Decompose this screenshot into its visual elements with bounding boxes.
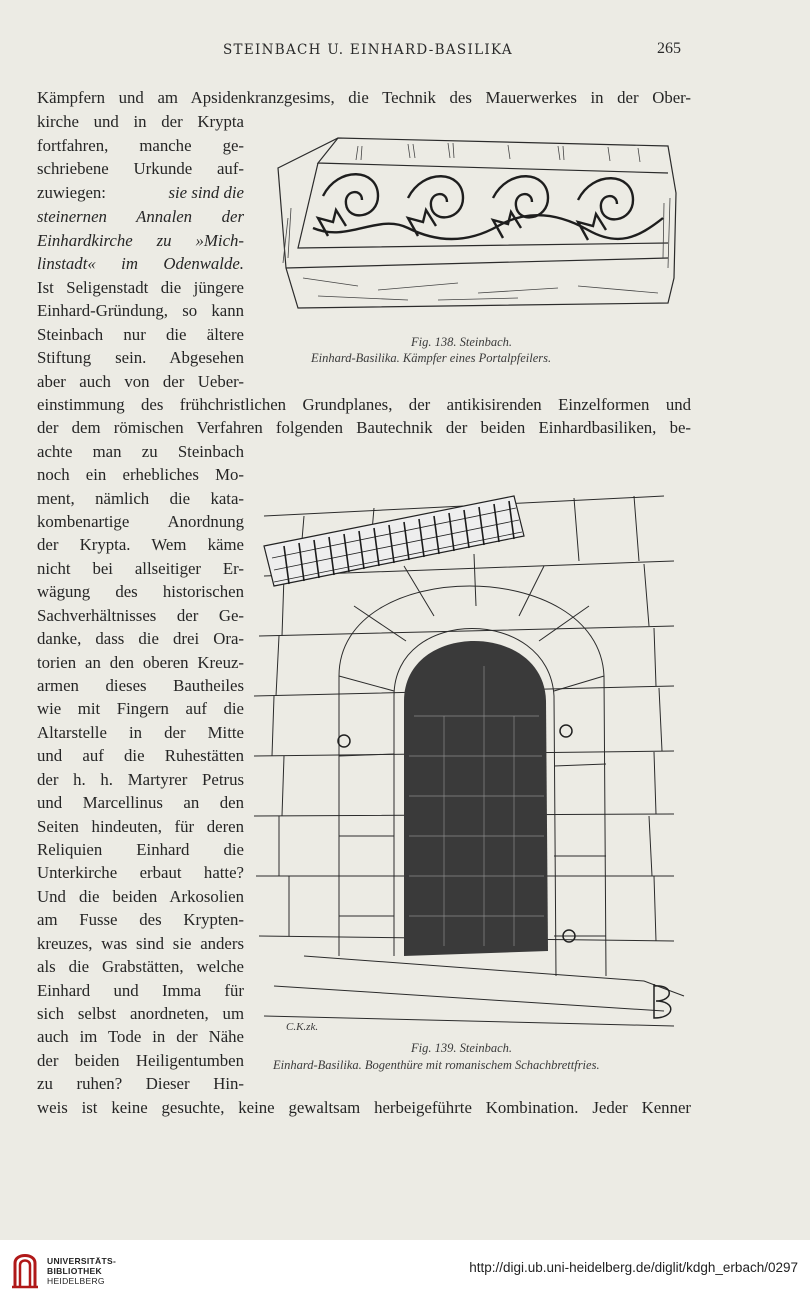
library-line: BIBLIOTHEK [47, 1266, 102, 1276]
text-line: weis ist keine gesuchte, keine gewaltsam herbeigeführte Kombination. Jeder Kenner [37, 1098, 691, 1117]
text-line: danke, dass die drei Ora- [37, 629, 244, 648]
library-name [47, 1256, 116, 1286]
text-line: auch im Tode in der Nähe [37, 1027, 244, 1046]
text-line: Kämpfern und am Apsidenkranzgesims, die Technik des Mauerwerkes in der Ober- [37, 88, 691, 107]
text-line: noch ein erhebliches Mo- [37, 465, 244, 484]
text-line: kombenartige Anordnung [37, 512, 244, 531]
text-line: Altarstelle in der Mitte [37, 723, 244, 742]
text-line: der dem römischen Verfahren folgenden Bautechnik der beiden Einhardbasiliken, be- [37, 418, 691, 437]
text-line: Sachverhältnisses der Ge- [37, 606, 244, 625]
text-line: und auf die Ruhestätten [37, 746, 244, 765]
text-line [37, 182, 244, 203]
fig138-illustration [258, 118, 684, 332]
text-line: sich selbst anordneten, um [37, 1004, 244, 1023]
library-line: UNIVERSITÄTS- [47, 1256, 117, 1266]
text-line: achte man zu Steinbach [37, 442, 244, 461]
text-segment: zuwiegen: [37, 183, 106, 202]
text-line: einstimmung des frühchristlichen Grundplanes, der antikisirenden Einzelformen und [37, 395, 691, 414]
fig138-caption-label: Fig. 138. Steinbach. [411, 335, 513, 349]
italic-line: Einhardkirche zu »Mich- [37, 231, 244, 250]
artist-signature: C.K.zk. [286, 1021, 319, 1033]
library-line: HEIDELBERG [47, 1276, 105, 1286]
text-line: Einhard und Imma für [37, 981, 244, 1000]
text-line: Seiten hindeuten, für deren [37, 817, 244, 836]
text-line: torien an den oberen Kreuz- [37, 653, 244, 672]
italic-segment: sie sind die [168, 183, 244, 202]
fig138-caption: Einhard-Basilika. Kämpfer eines Portalpfeilers. [311, 351, 552, 365]
text-line: kirche und in der Krypta [37, 112, 244, 131]
text-line: schriebene Urkunde auf- [37, 159, 244, 178]
fig139-illustration [244, 436, 690, 1036]
text-line: als die Grabstätten, welche [37, 957, 244, 976]
italic-line: linstadt« im Odenwalde. [37, 254, 244, 273]
text-line: Stiftung sein. Abgesehen [37, 348, 244, 367]
text-line: nicht bei allseitiger Er- [37, 559, 244, 578]
fig139-caption-label: Fig. 139. Steinbach. [411, 1041, 513, 1055]
page-number: 265 [657, 40, 681, 57]
italic-line: steinernen Annalen der [37, 207, 244, 226]
text-line: Und die beiden Arkosolien [37, 887, 244, 906]
source-url[interactable]: http://digi.ub.uni-heidelberg.de/diglit/kdgh_erbach/0297 [469, 1260, 798, 1275]
text-line: der Krypta. Wem käme [37, 535, 244, 554]
text-line: Unterkirche erbaut hatte? [37, 863, 244, 882]
running-header [0, 38, 810, 60]
text-line: kreuzes, was sind sie anders [37, 934, 244, 953]
text-line: wie mit Fingern auf die [37, 699, 244, 718]
text-line: ment, nämlich die kata- [37, 489, 244, 508]
text-line: fortfahren, manche ge- [37, 136, 244, 155]
text-line: am Fusse des Krypten- [37, 910, 244, 929]
text-line: und Marcellinus an den [37, 793, 244, 812]
running-title: STEINBACH U. EINHARD-BASILIKA [223, 42, 513, 58]
text-line: der h. h. Martyrer Petrus [37, 770, 244, 789]
text-line: Ist Seligenstadt die jüngere [37, 278, 244, 297]
viewer-footer [0, 1240, 810, 1298]
text-line: Einhard-Gründung, so kann [37, 301, 244, 320]
text-line: wägung des historischen [37, 582, 244, 601]
text-line: Steinbach nur die ältere [37, 325, 244, 344]
text-line: aber auch von der Ueber- [37, 372, 244, 391]
fig139-caption: Einhard-Basilika. Bogenthüre mit romanischem Schachbrettfries. [273, 1058, 600, 1072]
text-line: armen dieses Bautheiles [37, 676, 244, 695]
university-library-logo [10, 1249, 40, 1289]
text-line: der beiden Heiligentumben [37, 1051, 244, 1070]
text-line: Reliquien Einhard die [37, 840, 244, 859]
text-line: zu ruhen? Dieser Hin- [37, 1074, 244, 1093]
